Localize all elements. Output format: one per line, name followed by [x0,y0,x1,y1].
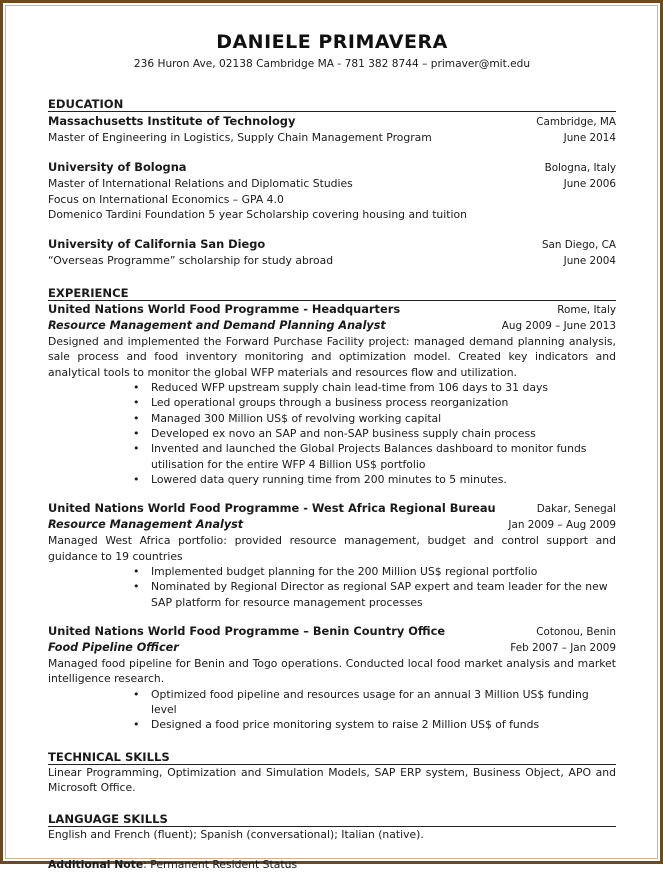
organization-name: United Nations World Food Programme – Benin Country Office [48,623,446,638]
organization-name: United Nations World Food Programme - West Africa Regional Bureau [48,501,496,516]
list-item: • Lowered data query running time from 200 minutes to 5 minutes. [151,472,616,487]
section-heading-experience: EXPERIENCE [48,287,616,301]
job-location: Dakar, Senegal [536,503,616,516]
list-item: • Designed a food price monitoring system to raise 2 Million US$ of funds [151,717,616,732]
language-skills-text: English and French (fluent); Spanish (conversational); Italian (native). [48,828,424,842]
school-name: Massachusetts Institute of Technology [48,114,296,128]
job-summary: Designed and implemented the Forward Purchase Facility project: managed demand planning analysis, sale process and food inventory monitoring and optimization model. Created key indicators and analytical tools to monitor the global WFP materials and resources flow and utilization. [48,334,616,379]
organization-name: United Nations World Food Programme - Headquarters [48,301,401,316]
contact-line: 236 Huron Ave, 02138 Cambridge MA - 781 382 8744 – primaver@mit.edu [133,58,531,70]
degree-line: “Overseas Programme” scholarship for study abroad [48,253,334,267]
graduation-date: June 2006 [563,178,616,190]
job-title: Resource Management Analyst [48,518,244,532]
job-title: Resource Management and Demand Planning Analyst [48,318,386,332]
section-heading-education: EDUCATION [48,98,616,112]
achievement-list [48,687,616,733]
experience-entry [48,624,616,733]
technical-skills-text: Linear Programming, Optimization and Simulation Models, SAP ERP system, Business Object, APO and Microsoft Office. [48,765,616,794]
job-dates: Jan 2009 – Aug 2009 [508,519,616,532]
graduation-date: June 2004 [563,254,616,267]
education-entry [48,114,616,146]
job-summary: Managed food pipeline for Benin and Togo operations. Conducted local food market analysis and market intelligence research. [48,656,616,686]
list-item: • Managed 300 Million US$ of revolving working capital [151,411,616,426]
degree-line: Master of International Relations and Diplomatic Studies [48,177,353,190]
job-dates: Aug 2009 – June 2013 [501,319,616,332]
section-heading-technical-skills: TECHNICAL SKILLS [48,751,616,765]
job-dates: Feb 2007 – Jan 2009 [510,641,616,654]
school-name: University of California San Diego [48,236,266,251]
job-location: Cotonou, Benin [536,625,616,638]
achievement-list [48,380,616,487]
list-item: • Implemented budget planning for the 200 Million US$ regional portfolio [151,564,616,579]
experience-entry [48,302,616,487]
education-entry [48,237,616,269]
job-summary: Managed West Africa portfolio: provided resource management, budget and control support and guidance to 19 countries [48,534,616,563]
degree-line: Focus on International Economics – GPA 4.0 [48,193,284,206]
achievement-list [48,564,616,610]
additional-note-label: Additional Note [48,857,144,871]
list-item: • Optimized food pipeline and resources usage for an annual 3 Million US$ funding level [151,687,616,718]
school-location: Cambridge, MA [536,116,616,128]
school-location: Bologna, Italy [544,162,616,174]
school-name: University of Bologna [48,160,187,174]
list-item: • Invented and launched the Global Projects Balances dashboard to monitor funds utilisation for the entire WFP 4 Billion US$ portfolio [151,441,616,472]
school-location: San Diego, CA [541,238,616,251]
resume-page [48,30,616,872]
list-item: • Nominated by Regional Director as regional SAP expert and team leader for the new SAP platform for resource management processes [151,579,616,610]
list-item: • Developed ex novo an SAP and non-SAP business supply chain process [151,426,616,441]
list-item: • Reduced WFP upstream supply chain lead-time from 106 days to 31 days [151,380,616,395]
job-title: Food Pipeline Officer [48,640,179,654]
job-location: Rome, Italy [557,303,616,316]
experience-entry [48,501,616,610]
graduation-date: June 2014 [563,132,616,144]
degree-line: Master of Engineering in Logistics, Supply Chain Management Program [48,131,432,144]
section-heading-language-skills: LANGUAGE SKILLS [48,813,616,827]
additional-note [48,857,616,872]
list-item: • Led operational groups through a business process reorganization [151,395,616,410]
education-entry [48,160,616,223]
candidate-name: DANIELE PRIMAVERA [216,31,448,53]
additional-note-text: : Permanent Resident Status [143,857,298,871]
degree-line: Domenico Tardini Foundation 5 year Scholarship covering housing and tuition [48,208,467,222]
